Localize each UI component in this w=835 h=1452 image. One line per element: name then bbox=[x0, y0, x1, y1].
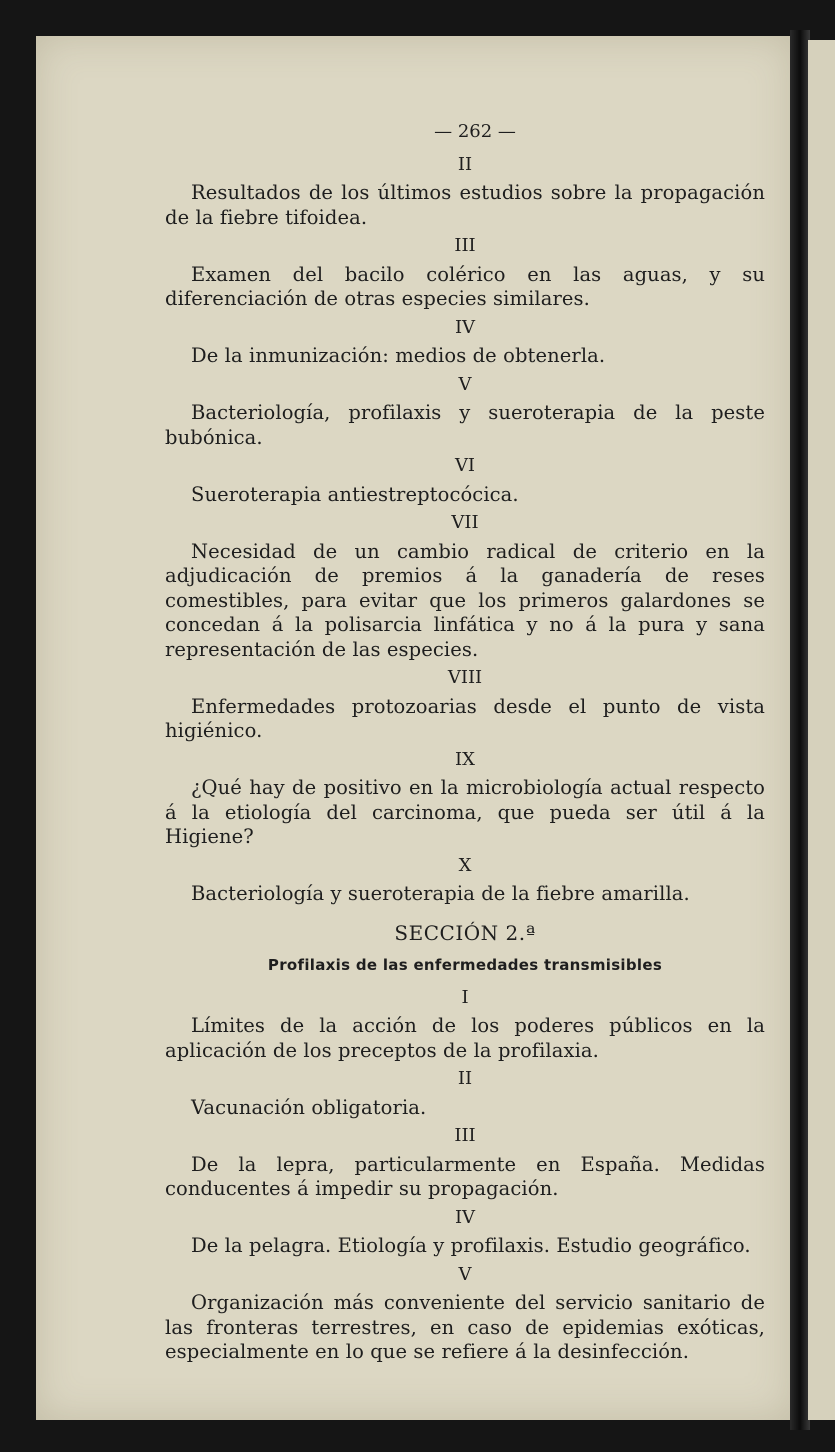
item-number: III bbox=[454, 235, 476, 256]
item-text: Vacunación obligatoria. bbox=[191, 1095, 427, 1119]
item-number: I bbox=[461, 986, 469, 1008]
item-text: Organización más conveniente del servicio sanitario de las fronteras terrestres, en caso de epidemias exóticas, especialmente en lo que se refiere á la desinfección. bbox=[165, 1291, 765, 1363]
item-text: Resultados de los últimos estudios sobre la propagación de la fiebre tifoidea. bbox=[165, 181, 765, 229]
item-number: III bbox=[454, 1125, 476, 1146]
page-number: — 262 — bbox=[434, 121, 516, 142]
item-number: VIII bbox=[447, 667, 483, 688]
book-gutter bbox=[790, 30, 810, 1430]
item-number: IX bbox=[455, 748, 475, 770]
item-text: De la pelagra. Etiología y profilaxis. Estudio geográfico. bbox=[191, 1234, 751, 1257]
item-text: Examen del bacilo colérico en las aguas, y su diferenciación de otras especies similares. bbox=[165, 262, 765, 310]
item-text: De la lepra, particularmente en España. Medidas conducentes á impedir su propagación. bbox=[165, 1152, 765, 1200]
item-number: V bbox=[458, 373, 472, 395]
item-text: Bacteriología, profilaxis y sueroterapia de la peste bubónica. bbox=[165, 401, 765, 449]
item-text: De la inmunización: medios de obtenerla. bbox=[191, 344, 606, 367]
item-number: II bbox=[457, 153, 473, 175]
item-number: VII bbox=[451, 512, 479, 533]
item-number: IV bbox=[454, 316, 476, 338]
item-text: Necesidad de un cambio radical de criterio en la adjudicación de premios á la ganadería de reses comestibles, para evitar que los primeros galardones se concedan á la polisarcia linfática y no á la pura y sana representación de las especies. bbox=[165, 539, 765, 661]
item-text: Sueroterapia antiestreptocócica. bbox=[191, 482, 519, 506]
item-number: V bbox=[458, 1263, 472, 1285]
section-title: SECCIÓN 2.ª bbox=[394, 920, 536, 945]
item-number: IV bbox=[454, 1206, 476, 1228]
item-number: VI bbox=[454, 455, 476, 476]
item-text: ¿Qué hay de positivo en la microbiología actual respecto á la etiología del carcinoma, que pueda ser útil á la Higiene? bbox=[165, 776, 765, 848]
facing-page-edge bbox=[808, 40, 835, 1420]
item-number: X bbox=[458, 854, 472, 876]
item-text: Límites de la acción de los poderes públicos en la aplicación de los preceptos de la profilaxia. bbox=[165, 1014, 765, 1062]
section-subtitle: Profilaxis de las enfermedades transmisibles bbox=[267, 956, 663, 974]
item-text: Enfermedades protozoarias desde el punto de vista higiénico. bbox=[165, 694, 765, 742]
item-text: Bacteriología y sueroterapia de la fiebre amarilla. bbox=[191, 882, 690, 905]
item-number: II bbox=[457, 1068, 473, 1089]
page-text bbox=[165, 120, 765, 1369]
